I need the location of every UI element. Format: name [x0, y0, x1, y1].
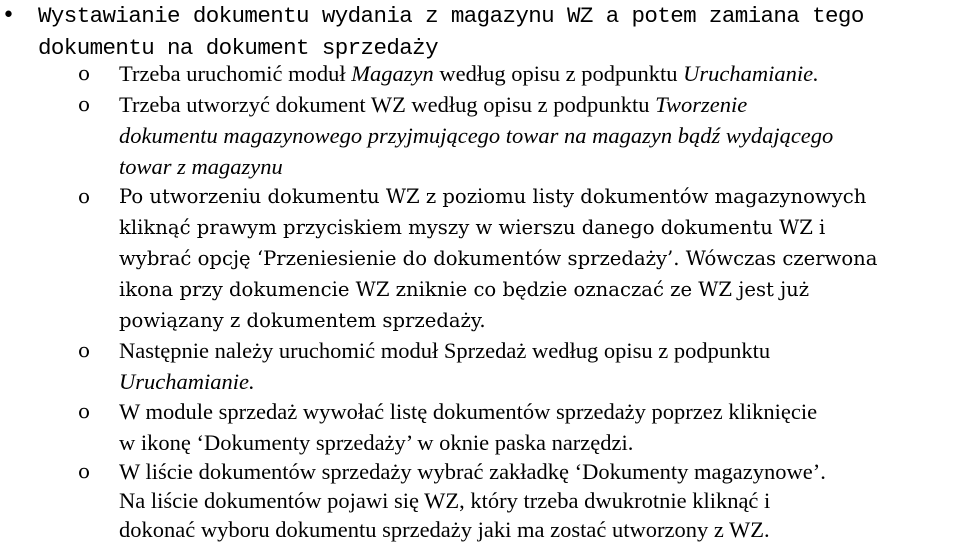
sub-item-marker: o — [78, 61, 91, 85]
main-heading-line-1: Wystawianie dokumentu wydania z magazynu WZ a potem zamiana tego — [38, 3, 864, 29]
sub-item-2-line-3: towar z magazynu — [119, 154, 283, 179]
sub-item-3-line-5: powiązany z dokumentem sprzedaży. — [119, 309, 486, 332]
sub-item-2-line-2: dokumentu magazynowego przyjmującego towar na magazyn bądź wydającego — [119, 123, 834, 148]
sub-item-marker: o — [78, 459, 91, 483]
sub-item-marker: o — [78, 338, 91, 362]
sub-item-marker: o — [78, 184, 91, 208]
main-heading-line-2: dokumentu na dokument sprzedaży — [38, 35, 438, 61]
sub-item-5-line-2: w ikonę ‘Dokumenty sprzedaży’ w oknie paska narzędzi. — [119, 430, 634, 455]
sub-item-6-line-1: W liście dokumentów sprzedaży wybrać zakładkę ‘Dokumenty magazynowe’. — [119, 459, 826, 484]
sub-item-1-line-1: Trzeba uruchomić moduł Magazyn według opisu z podpunktu Uruchamianie. — [119, 61, 819, 86]
bullet-marker: • — [2, 3, 15, 28]
sub-item-3-line-4: ikona przy dokumencie WZ zniknie co będzie oznaczać ze WZ jest już — [119, 278, 810, 301]
sub-item-2-line-1: Trzeba utworzyć dokument WZ według opisu z podpunktu Tworzenie — [119, 92, 748, 117]
sub-item-3-line-2: kliknąć prawym przyciskiem myszy w wierszu danego dokumentu WZ i — [119, 216, 826, 239]
sub-item-marker: o — [78, 399, 91, 423]
sub-item-6-line-2: Na liście dokumentów pojawi się WZ, który trzeba dwukrotnie kliknąć i — [119, 488, 771, 513]
sub-item-4-line-1: Następnie należy uruchomić moduł Sprzedaż według opisu z podpunktu — [119, 338, 771, 363]
sub-item-5-line-1: W module sprzedaż wywołać listę dokumentów sprzedaży poprzez kliknięcie — [119, 399, 818, 424]
sub-item-4-line-2: Uruchamianie. — [119, 369, 255, 394]
sub-item-3-line-3: wybrać opcję ‘Przeniesienie do dokumentów sprzedaży’. Wówczas czerwona — [119, 247, 878, 270]
sub-item-marker: o — [78, 92, 91, 116]
sub-item-3-line-1: Po utworzeniu dokumentu WZ z poziomu listy dokumentów magazynowych — [119, 185, 867, 208]
main-heading — [38, 0, 938, 64]
sub-item-6-line-3: dokonać wyboru dokumentu sprzedaży jaki ma zostać utworzony z WZ. — [119, 517, 770, 542]
